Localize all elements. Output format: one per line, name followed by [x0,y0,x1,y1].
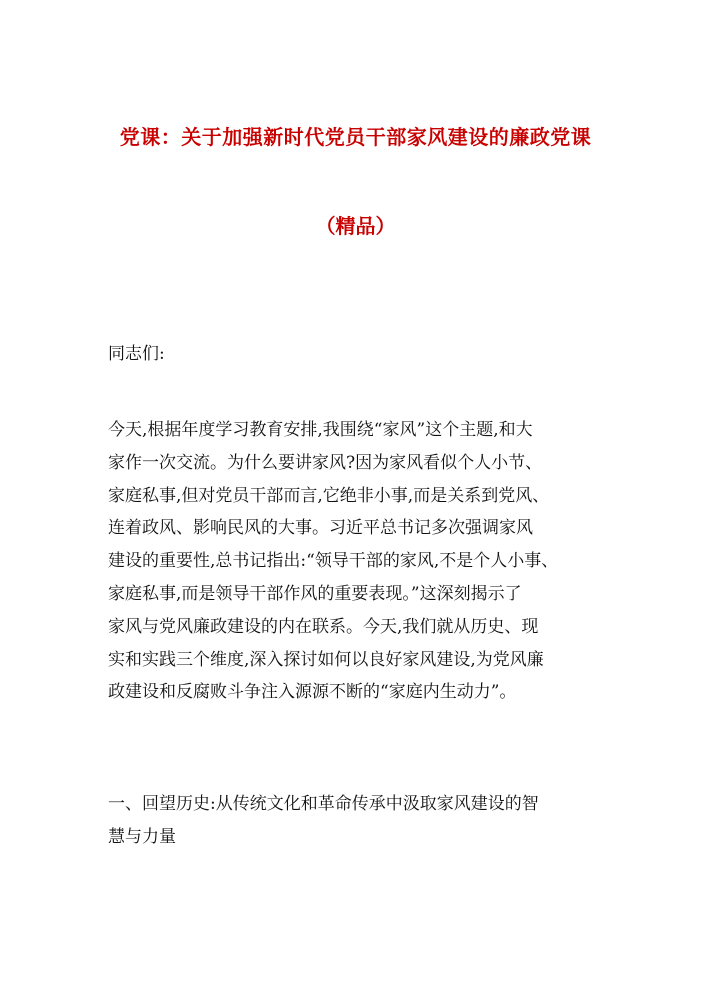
section-heading-1 [108,788,608,853]
intro-line: 家庭私事,但对党员干部而言,它绝非小事,而是关系到党风、 [108,485,550,506]
intro-line: 实和实践三个维度,深入探讨如何以良好家风建设,为党风廉 [108,649,544,670]
salutation: 同志们: [108,344,165,364]
section-heading-line: 一、回望历史:从传统文化和革命传承中汲取家风建设的智 [108,794,539,814]
intro-line: 连着政风、影响民风的大事。习近平总书记多次强调家风 [108,518,533,539]
intro-line: 今天,根据年度学习教育安排,我围绕“家风”这个主题,和大 [108,420,533,440]
intro-line: 家庭私事,而是领导干部作风的重要表现。”这深刻揭示了 [108,583,522,604]
intro-paragraph [108,414,608,709]
intro-line: 家风与党风廉政建设的内在联系。今天,我们就从历史、现 [108,616,539,637]
intro-line: 家作一次交流。为什么要讲家风?因为家风看似个人小节、 [108,452,543,473]
intro-line: 政建设和反腐败斗争注入源源不断的“家庭内生动力”。 [108,682,517,703]
document-title: 党课：关于加强新时代党员干部家风建设的廉政党课 [119,125,592,149]
document-subtitle: （精品） [315,214,396,238]
section-heading-line: 慧与力量 [108,826,176,847]
intro-line: 建设的重要性,总书记指出:“领导干部的家风,不是个人小事、 [108,551,559,572]
